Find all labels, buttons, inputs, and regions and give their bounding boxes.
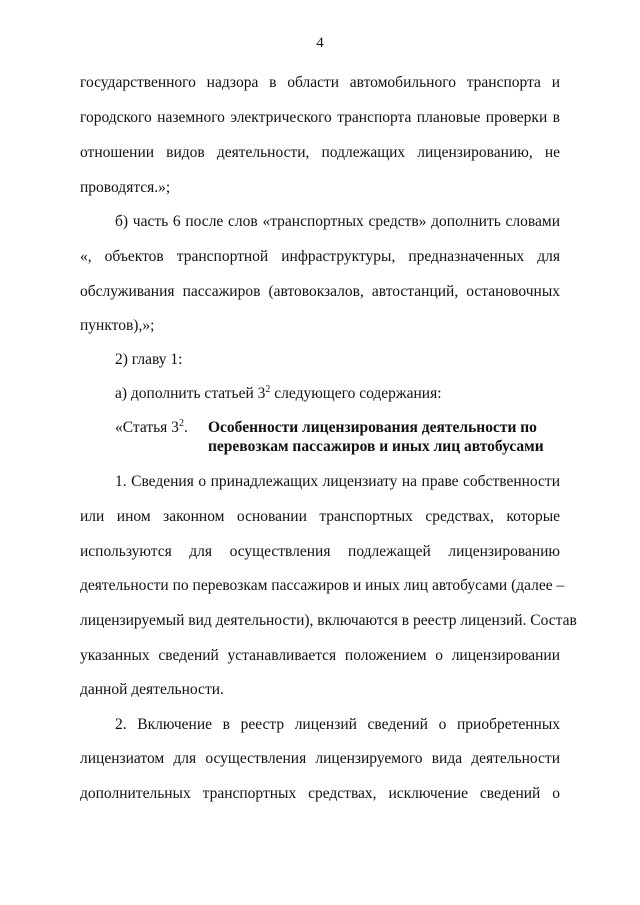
page-number: 4 xyxy=(316,35,324,51)
text-line: деятельности по перевозкам пассажиров и иных лиц автобусами (далее – xyxy=(80,577,565,594)
text-line: данной деятельности. xyxy=(80,681,224,698)
article-title-line: Особенности лицензирования деятельности по xyxy=(208,419,537,436)
text-line: 2. Включение в реестр лицензий сведений о приобретенных xyxy=(115,716,560,733)
superscript: 2 xyxy=(265,384,271,395)
text-line: проводятся.»; xyxy=(80,179,171,196)
text-line: «, объектов транспортной инфраструктуры, предназначенных для xyxy=(80,248,560,265)
text-line: или ином законном основании транспортных средствах, которые xyxy=(80,508,560,525)
text-line: дополнительных транспортных средствах, исключение сведений о xyxy=(80,785,560,802)
text-line: 1. Сведения о принадлежащих лицензиату на праве собственности xyxy=(115,473,560,490)
text-line: используются для осуществления подлежащей лицензированию xyxy=(80,543,560,560)
article-title-line: перевозкам пассажиров и иных лиц автобусами xyxy=(208,438,544,455)
text-line-item-a: а) дополнить статьей $3^2$ следующего содержания: xyxy=(115,384,442,402)
text-line: лицензируемый вид деятельности), включаются в реестр лицензий. Состав xyxy=(80,612,577,629)
article-label: «Статья $3^2$. xyxy=(115,418,188,436)
text-line: пунктов),»; xyxy=(80,317,155,334)
text-line: государственного надзора в области автомобильного транспорта и xyxy=(80,74,560,91)
text-line: обслуживания пассажиров (автовокзалов, автостанций, остановочных xyxy=(80,283,560,300)
text-line: указанных сведений устанавливается положением о лицензировании xyxy=(80,647,560,664)
text-line: б) часть 6 после слов «транспортных средств» дополнить словами xyxy=(115,213,560,230)
text-line: городского наземного электрического транспорта плановые проверки в xyxy=(80,109,560,126)
text-line: лицензиатом для осуществления лицензируемого вида деятельности xyxy=(80,750,560,767)
text-line: отношении видов деятельности, подлежащих лицензированию, не xyxy=(80,144,560,161)
text-line: 2) главу 1: xyxy=(115,351,183,368)
superscript: 2 xyxy=(178,418,184,429)
